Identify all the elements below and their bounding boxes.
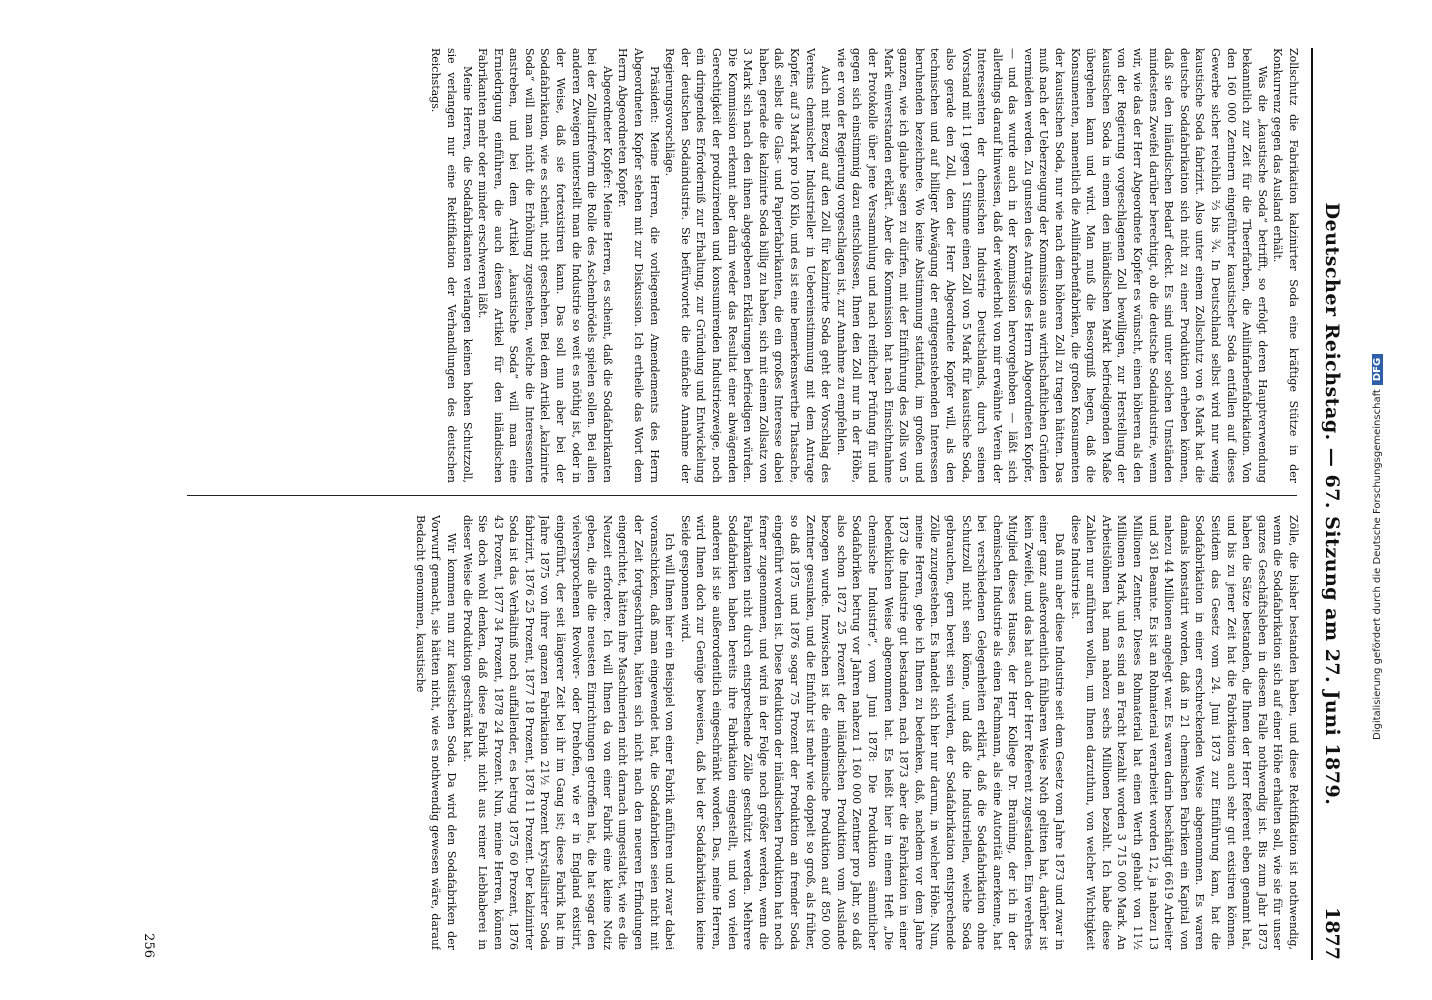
page-header-number: 1877 (1321, 907, 1343, 960)
paragraph: Wir kommen nun zur kaustischen Soda. Da wird den Sodafabriken der Vorwurf gemacht, sie hätten nicht, wie es nothwendig gewesen wäre, darauf Bedacht genommen, kaustische (413, 515, 458, 950)
page-number: 256 (141, 933, 156, 958)
paragraph: Zölle, die bisher bestanden haben, und diese Rektifikation ist nothwendig, wenn die Sodafabrikation sich auf einer Höhe erhalten soll, wie sie für unser ganzes Geschäftsleben in diesem Falle nothwendig ist. Bis zum Jahr 1873 haben die Sätze bestanden, die Ihnen der Herr Referent eben genannt hat, und bis zu jener Zeit hat die Fabrikation auch sehr gut existiren können. Seitdem das Gesetz vom 24. Juni 1873 zur Einführung kam, hat die Sodafabrikation in einer erschreckenden Weise abgenommen. Es waren damals konstatirt worden, daß in 21 chemischen Fabriken ein Kapital von nahezu 44 Millionen angelegt war. Es waren darin beschäftigt 6619 Arbeiter und 361 Beamte. Es ist an Rohmaterial verarbeitet worden 12, ja nahezu 13 Millionen Zentner. Dieses Rohmaterial hat einen Werth gehabt von 11½ Millionen Mark, und es sind an Fracht bezahlt worden 3 715 000 Mark. An Arbeitslöhnen hat man nahezu sechs Millionen bezahlt. Ich habe diese Zahlen nur anführen wollen, um Ihnen darzuthun, von welcher Wichtigkeit diese Industrie ist. (1068, 515, 1300, 950)
paragraph: Meine Herren, die Sodafabrikanten verlangen keinen hohen Schutzzoll, sie verlangen nur eine Rektifikation der Verhandlungen des deutschen Reichstags. (429, 48, 474, 483)
paragraph-speaker-kopfer: Abgeordneter Kopfer: Meine Herren, es scheint, daß die Sodafabrikanten bei der Zolltarifreform die Rolle des Aschenbrödels spielen sollen. Bei allen anderen Zweigen unterstellt man die Industrie so weit es nöthig ist, oder in der Weise, daß sie fortexistiren kann. Das soll nun aber bei der Sodafabrikation, wie es scheint, nicht geschehen. Bei dem Artikel „kalzinirte Soda“ will man nicht die Erhöhung zugestehen, welche die Interessenten anstreben, und bei dem Artikel „kaustische Soda“ will man eine Erniedrigung einführen, die auch diesen Artikel für den inländischen Fabrikanten mehr oder minder erschweren läßt. (476, 48, 614, 483)
page-header (1311, 48, 1347, 960)
text-column-left (101, 48, 1301, 483)
paragraph: Daß nun aber diese Industrie seit dem Gesetz vom Jahre 1873 und zwar in einer ganz außerordentlich fühlbaren Weise Noth gelitten hat, darüber ist kein Zweifel, und das hat auch der Herr Referent zugestanden. Ein verehrtes Mitglied dieses Hauses, der Herr Kollege Dr. Braüning, der ich in der chemischen Industrie als einen Fachmann, als eine Autorität anerkenne, hat bei verschiedenen Gelegenheiten erklärt, daß die Sodafabrikation ohne Schutzzoll nicht sein könne, und daß die Industriellen, welche Soda gebrauchen, gern bereit sein würden, der Sodafabrikation entsprechende Zölle zuzugestehen. Es handelt sich hier nur darum, in welcher Höhe. Nun, meine Herren, gebe ich Ihnen zu bedenken, daß, nachdem vor dem Jahre 1873 die Industrie gut bestanden, nach 1873 aber die Fabrikation in einer bedenklichen Weise abgenommen hat. Es heißt hier in einem Heft „Die chemische Industrie“, vom Juni 1878: Die Produktion sämmtlicher Sodafabriken betrug vor Jahren nahezu 1 160 000 Zentner pro Jahr, so daß also schon 1872 25 Prozent der inländischen Produktion vom Auslande bezogen wurde. Inzwischen ist die einheimische Produktion auf 850 000 Zentner gesunken, und die Einfuhr ist mehr wie doppelt so groß, als früher, so daß 1875 und 1876 sogar 75 Prozent der Produktion an fremder Soda eingeführt worden ist. Diese Reduktion der inländischen Produktion hat noch ferner zugenommen, und wird in der Folge noch größer werden, wenn die Fabrikanten nicht durch entsprechende Zölle geschützt werden. Mehrere Sodafabriken haben bereits ihre Fabrikation eingestellt, und von vielen anderen ist sie außerordentlich eingeschränkt worden. Das, meine Herren, wird Ihnen doch zur Genüge beweisen, daß bei der Sodafabrikation keine Seide gesponnen wird. (678, 515, 1067, 950)
text-column-right (101, 515, 1301, 950)
page-header-title: Deutscher Reichstag. — 67. Sitzung am 27. Juni 1879. (1321, 202, 1343, 806)
digitization-credit-text: Digitalisierung gefördert durch die Deutsche Forschungsgemeinschaft (1372, 389, 1383, 740)
paragraph-speaker-president: Präsident: Meine Herren, die vorliegenden Amendements des Herrn Abgeordneten Kopfer stehen mit zur Diskussion. Ich ertheile das Wort dem Herrn Abgeordneten Kopfer. (616, 48, 661, 483)
paragraph: Was die „kaustische Soda“ betrifft, so erfolgt deren Hauptverwendung bekanntlich zur Zeit für die Theerfarben, die Anilinfarbenfabrikation. Von den 160 000 Zentnern eingeführter kaustischer Soda entfallen auf dieses Gewerbe sicher reichlich ⅔ bis ¾. In Deutschland selbst wird nur wenig kaustische Soda fabrizirt. Also unter einem Zollschutz von 6 Mark hat die deutsche Sodafabrikation sich nicht zu einer Produktion erheben können, daß sie den inländischen Bedarf deckt. Es sind unter solchen Umständen mindestens Zweifel darüber berechtigt, ob die deutsche Sodaindustrie, wenn wir, wie das der Herr Abgeordnete Kopfer es wünscht, einen höheren als den von der Regierung vorgeschlagenen Zoll bewilligen, zur Herstellung der kaustischen Soda in einem den inländischen Markt befriedigenden Maße übergehen kann und wird. Man muß die Besorgniß hegen, daß die Konsumenten, namentlich die Anilinfarbenfabriken, die großen Konsumenten der kaustischen Soda, nur wie nach dem höheren Zoll zu tragen hätten. Das muß nach der Ueberzeugung der Kommission aus wirthschaftlichen Gründen vermieden werden. Zu gunsten des Antrags des Herrn Abgeordneten Kopfer, — und das wurde auch in der Kommission hervorgehoben — läßt sich allerdings darauf hinweisen, daß der wiederholt von mir erwähnte Verein der Interessenten der chemischen Industrie Deutschlands, durch seinen Vorstand mit 11 gegen 1 Stimme einen Zoll von 5 Mark für kaustische Soda, also gerade den Zoll, den der Herr Abgeordnete Kopfer will, als den technischen und auf billiger Abwägung der entgegenstehenden Interessen beruhenden bezeichnete. Wo keine Abstimmung stattfand, im großen und ganzen, wie ich glaube sagen zu dürfen, mit der Einführung des Zolls von 5 Mark einverstanden erklärt. Aber die Kommission hat nach Einsichtnahme der Protokolle über jene Versammlung und nach reiflicher Prüfung für und gegen sich einstimmig dazu entschlossen, Ihnen den Zoll nur in der Höhe, wie er von der Regierung vorgeschlagen ist, zur Annahme zu empfehlen. (834, 48, 1269, 483)
digitization-credit (1372, 300, 1388, 740)
document-page (71, 20, 1361, 980)
paragraph: Auch mit Bezug auf den Zoll für kalzinirte Soda geht der Vorschlag des Vereins chemischer Industrieller in Uebereinstimmung mit dem Antrage Kopfer, auf 3 Mark pro 100 Kilo, und es ist eine bemerkenswerthe Thatsache, daß selbst die Glas- und Papierfabrikanten, die ein großes Interesse dabei haben, gerade die kalzinirte Soda billig zu haben, sich mit einem Zollsatz von 3 Mark sich nach den ihnen abgegebenen Erklärungen befriedigen würden. Die Kommission erkennt aber darin weder das Resultat einer abwägenden Gerechtigkeit der produzirenden und konsumirenden Industriezweige, noch ein dringendes Erforderniß zur Erhaltung, zur Gründung und Entwickelung der deutschen Sodaindustrie. Sie befürwortet die einfache Annahme der Regierungsvorschläge. (663, 48, 833, 483)
paragraph: Ich will Ihnen hier ein Beispiel von einer Fabrik anführen und zwar dabei voranschicken, daß man eingewendet hat, die Sodafabriken seien nicht mit der Zeit fortgeschritten, hätten sich nicht nach den neueren Erfindungen eingerichtet, hätten ihre Maschinerien nicht darnach umgestaltet, wie es die Neuzeit erfordere. Ich will Ihnen da von einer Fabrik eine kleine Notiz geben, die alle die neuesten Einrichtungen getroffen hat, die hat sogar den vielversprochenen Revolver- oder Drehofen, wie er in England existirt, eingeführt, der seit längerer Zeit bei ihr im Gang ist; diese Fabrik hat im Jahre 1875 von ihrer ganzen Fabrikation 21½ Prozent krystallisirter Soda fabrizirt, 1876 25 Prozent, 1877 18 Prozent, 1878 11 Prozent. Der kalzinirter Soda ist das Verhältniß noch auffallender, es betrug 1875 60 Prozent, 1876 43 Prozent, 1877 34 Prozent, 1878 24 Prozent. Nun, meine Herren, können Sie doch wohl denken, daß diese Fabrik nicht aus reiner Liebhaberei in dieser Weise die Produktion geschränkt hat. (460, 515, 677, 950)
paragraph: Zollschutz die Fabrikation kalzinirter Soda eine kräftige Stütze in der Konkurrenz gegen das Ausland erhält. (1271, 48, 1300, 483)
dfg-logo: DFG (1372, 354, 1383, 385)
column-divider (187, 495, 1297, 496)
